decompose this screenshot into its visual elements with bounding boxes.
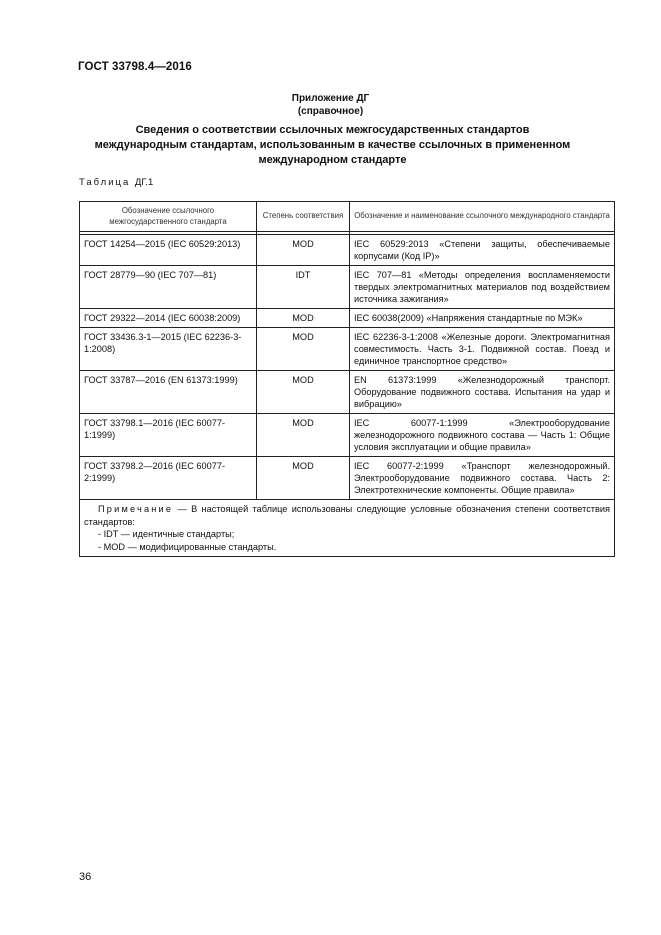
annex-title-block [0,92,661,118]
column-header: Обозначение ссылочного межгосударственного стандарта [80,202,257,232]
national-standard-cell: ГОСТ 33436.3-1—2015 (IEC 62236-3-1:2008) [80,328,257,371]
table-row [80,457,615,500]
international-standard-cell: IEC 60077-1:1999 «Электрооборудование железнодорожного подвижного состава — Часть 1: Общие условия эксплуатации и общие правила» [350,414,615,457]
degree-cell: IDT [257,266,350,309]
note-item: - IDT — идентичные стандарты; [98,529,235,539]
degree-cell: MOD [257,328,350,371]
table-row [80,235,615,266]
table-row [80,309,615,328]
note-item: - MOD — модифицированные стандарты. [98,541,277,552]
note-text: — В настоящей таблице использованы следующие условные обозначения степени соответствия стандартов: [84,504,610,527]
national-standard-cell: ГОСТ 28779—90 (IEC 707—81) [80,266,257,309]
document-header: ГОСТ 33798.4—2016 [78,61,192,73]
column-header: Обозначение и наименование ссылочного международного стандарта [350,202,615,232]
table-caption-number: ДГ.1 [134,177,154,188]
degree-cell: MOD [257,371,350,414]
degree-cell: MOD [257,457,350,500]
note-paragraph [84,503,610,528]
national-standard-cell: ГОСТ 14254—2015 (IEC 60529:2013) [80,235,257,266]
degree-cell: MOD [257,309,350,328]
international-standard-cell: IEC 60077-2:1999 «Транспорт железнодорожный. Электрооборудование подвижного состава. Часть 2: Электротехнические компоненты. Общие правила» [350,457,615,500]
table-caption-label: Таблица [79,177,131,188]
table-row [80,266,615,309]
column-header: Степень соответствия [257,202,350,232]
table-row [80,371,615,414]
table-row [80,414,615,457]
degree-cell: MOD [257,235,350,266]
correspondence-table [79,201,615,557]
degree-cell: MOD [257,414,350,457]
note-label: Примечание [98,504,174,514]
annex-subtitle: (справочное) [297,106,364,117]
table-header-row [80,202,615,232]
table-note-row [80,500,615,557]
table-note [80,500,615,557]
international-standard-cell: IEC 60038(2009) «Напряжения стандартные по МЭК» [350,309,615,328]
national-standard-cell: ГОСТ 33798.2—2016 (IEC 60077-2:1999) [80,457,257,500]
annex-title: Приложение ДГ [291,93,370,104]
annex-heading: Сведения о соответствии ссылочных межгосударственных стандартов международным стандартам, использованным в качестве ссылочных в примененном международном стандарте [94,124,571,166]
national-standard-cell: ГОСТ 33798.1—2016 (IEC 60077-1:1999) [80,414,257,457]
table-row [80,328,615,371]
international-standard-cell: EN 61373:1999 «Железнодорожный транспорт. Оборудование подвижного состава. Испытания на удар и вибрацию» [350,371,615,414]
international-standard-cell: IEC 62236-3-1:2008 «Железные дороги. Электромагнитная совместимость. Часть 3-1. Подвижной состав. Поезд и единичное транспортное средство» [350,328,615,371]
international-standard-cell: IEC 60529:2013 «Степени защиты, обеспечиваемые корпусами (Код IP)» [350,235,615,266]
page-number: 36 [79,871,92,883]
international-standard-cell: IEC 707—81 «Методы определения воспламеняемости твердых электромагнитных материалов под воздействием источника зажигания» [350,266,615,309]
national-standard-cell: ГОСТ 29322—2014 (IEC 60038:2009) [80,309,257,328]
table-caption [79,177,153,188]
national-standard-cell: ГОСТ 33787—2016 (EN 61373:1999) [80,371,257,414]
